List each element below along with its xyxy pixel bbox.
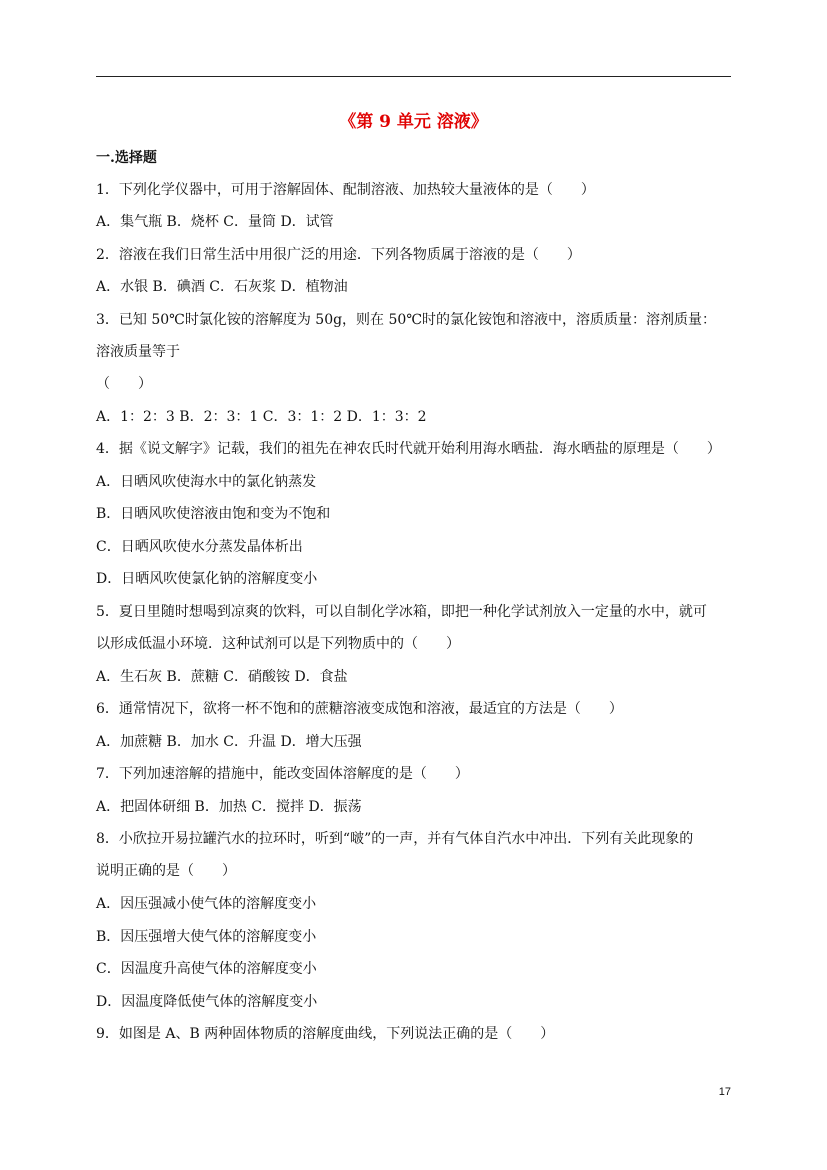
question-7-options: A．把固体研细 B．加热 C．搅拌 D．振荡 xyxy=(96,799,362,815)
question-8-option-d: D．因温度降低使气体的溶解度变小 xyxy=(96,994,318,1010)
question-8: 8．小欣拉开易拉罐汽水的拉环时，听到“啵”的一声，并有气体自汽水中冲出．下列有关此现象的 xyxy=(96,831,694,847)
question-4-option-d: D．日晒风吹使氯化钠的溶解度变小 xyxy=(96,571,318,587)
question-4-option-a: A．日晒风吹使海水中的氯化钠蒸发 xyxy=(96,474,317,490)
question-4-option-c: C．日晒风吹使水分蒸发晶体析出 xyxy=(96,539,303,555)
question-5: 5．夏日里随时想喝到凉爽的饮料，可以自制化学冰箱，即把一种化学试剂放入一定量的水中，就可 xyxy=(96,604,707,620)
question-8-option-b: B．因压强增大使气体的溶解度变小 xyxy=(96,929,317,945)
question-3-options: A．1：2：3 B．2：3：1 C．3：1：2 D．1：3：2 xyxy=(96,409,427,425)
question-5-options: A．生石灰 B．蔗糖 C．硝酸铵 D．食盐 xyxy=(96,669,348,685)
question-1: 1．下列化学仪器中，可用于溶解固体、配制溶液、加热较大量液体的是（ ） xyxy=(96,182,595,198)
question-8-option-c: C．因温度升高使气体的溶解度变小 xyxy=(96,961,317,977)
question-6: 6．通常情况下，欲将一杯不饱和的蔗糖溶液变成饱和溶液，最适宜的方法是（ ） xyxy=(96,701,623,717)
section-heading: 一.选择题 xyxy=(96,150,157,166)
question-6-options: A．加蔗糖 B．加水 C．升温 D．增大压强 xyxy=(96,734,362,750)
question-2: 2．溶液在我们日常生活中用很广泛的用途．下列各物质属于溶液的是（ ） xyxy=(96,247,581,263)
question-4: 4．据《说文解字》记载，我们的祖先在神农氏时代就开始利用海水晒盐．海水晒盐的原理是（ ） xyxy=(96,441,721,457)
question-1-options: A．集气瓶 B．烧杯 C．量筒 D．试管 xyxy=(96,214,334,230)
question-3-blank: （ ） xyxy=(96,376,152,392)
question-9: 9．如图是 A、B 两种固体物质的溶解度曲线，下列说法正确的是（ ） xyxy=(96,1026,555,1042)
question-3-continued: 溶液质量等于 xyxy=(96,344,180,360)
header-rule xyxy=(96,76,731,77)
question-8-option-a: A．因压强减小使气体的溶解度变小 xyxy=(96,896,317,912)
question-2-options: A．水银 B．碘酒 C．石灰浆 D．植物油 xyxy=(96,279,348,295)
question-4-option-b: B．日晒风吹使溶液由饱和变为不饱和 xyxy=(96,506,331,522)
question-8-continued: 说明正确的是（ ） xyxy=(96,863,236,879)
page-number: 17 xyxy=(718,1086,731,1098)
page-title: 《第 9 单元 溶液》 xyxy=(339,112,488,132)
question-5-continued: 以形成低温小环境．这种试剂可以是下列物质中的（ ） xyxy=(96,636,460,652)
question-7: 7．下列加速溶解的措施中，能改变固体溶解度的是（ ） xyxy=(96,766,469,782)
question-3: 3．已知 50℃时氯化铵的溶解度为 50g，则在 50℃时的氯化铵饱和溶液中，溶质质量：溶剂质量： xyxy=(96,312,716,328)
